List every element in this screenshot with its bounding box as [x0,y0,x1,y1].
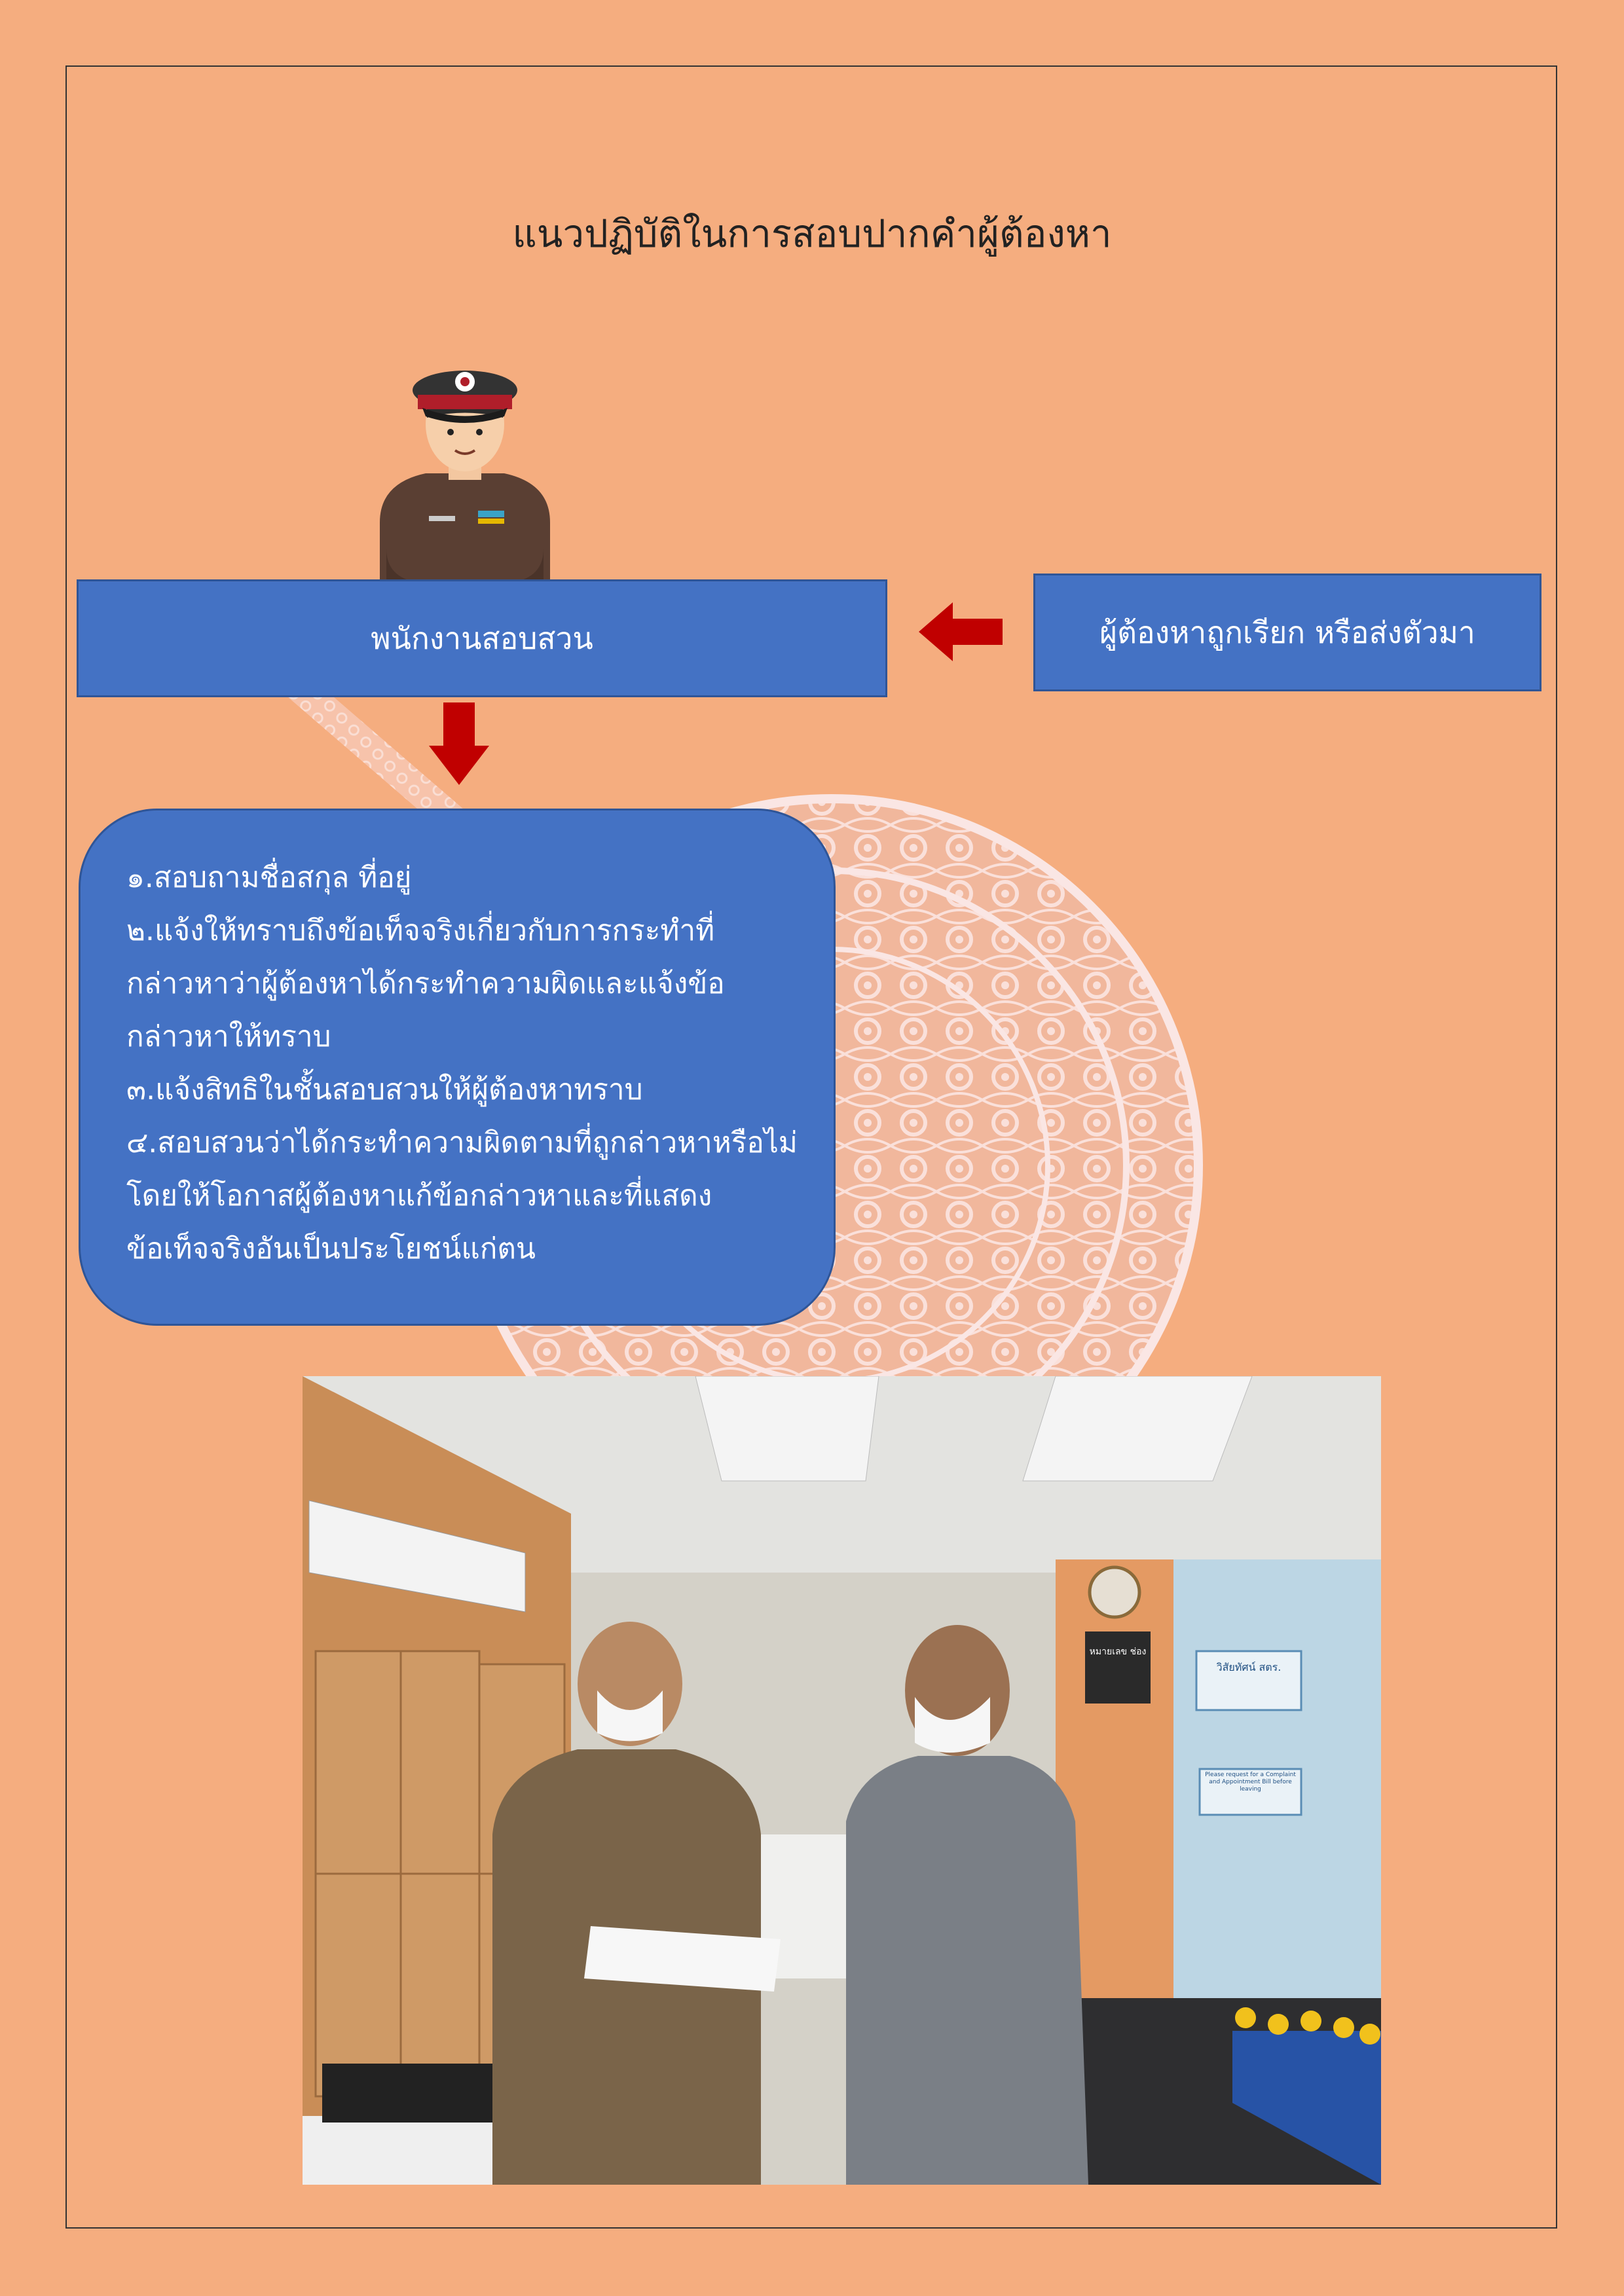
investigator-label: พนักงานสอบสวน [371,620,593,656]
page-title: แนวปฏิบัติในการสอบปากคำผู้ต้องหา [512,211,1112,256]
step-line: ๓.แจ้งสิทธิในชั้นสอบสวนให้ผู้ต้องหาทราบ [126,1073,643,1106]
interrogation-steps-box [79,809,836,1326]
police-officer-icon [367,359,563,611]
step-line: ข้อเท็จจริงอันเป็นประโยชน์แก่ตน [126,1232,536,1266]
suspect-label: ผู้ต้องหาถูกเรียก หรือส่งตัวมา [1099,614,1475,650]
step-line: กล่าวหาให้ทราบ [126,1020,331,1053]
queue-sign: หมายเลข ช่อง [1089,1647,1147,1657]
step-line: ๒.แจ้งให้ทราบถึงข้อเท็จจริงเกี่ยวกับการกระทำที่ [126,914,715,947]
notice-sign: Please request for a Complaint and Appointment Bill before leaving [1205,1772,1296,1793]
arrow-down-icon [429,702,489,785]
interrogation-photo [303,1376,1381,2185]
step-line: ๑.สอบถามชื่อสกุล ที่อยู่ [126,861,412,894]
step-line: โดยให้โอกาสผู้ต้องหาแก้ข้อกล่าวหาและที่แสดง [126,1179,712,1212]
office-scene [303,1376,1381,2185]
step-line: ๔.สอบสวนว่าได้กระทำความผิดตามที่ถูกล่าวหาหรือไม่ [126,1126,798,1159]
step-line: กล่าวหาว่าผู้ต้องหาได้กระทำความผิดและแจ้งข้อ [126,967,725,1000]
suspect-box [1033,574,1541,691]
arrow-left-icon [919,602,1003,661]
investigator-box [77,579,887,697]
values-sign: วิสัยทัศน์ สตร. [1216,1661,1282,1673]
